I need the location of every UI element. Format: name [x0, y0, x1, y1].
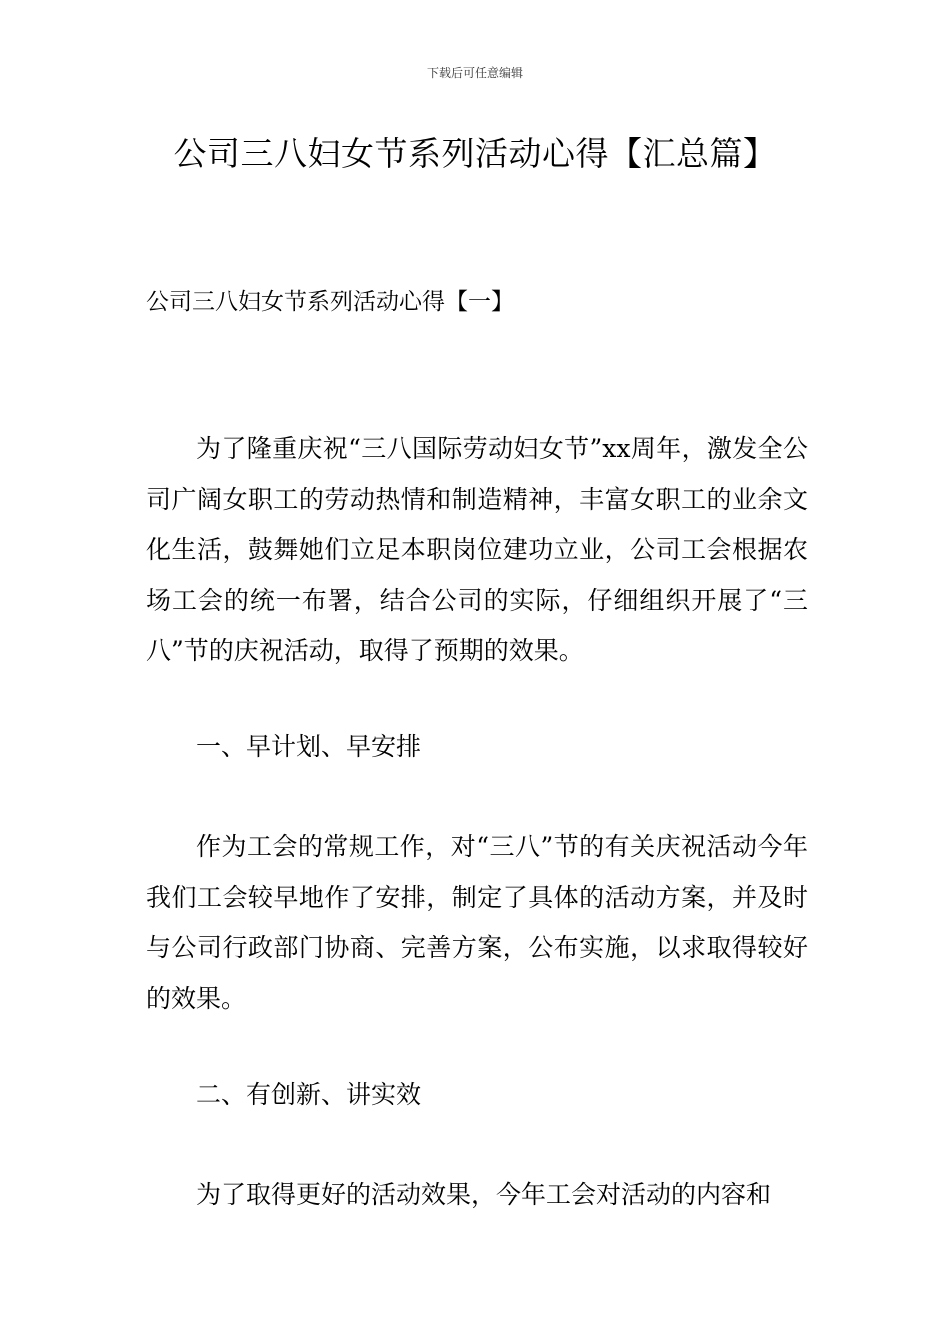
document-title: 公司三八妇女节系列活动心得【汇总篇】: [173, 134, 777, 173]
heading-early-planning: 一、早计划、早安排: [196, 732, 422, 761]
header-note: 下载后可任意编辑: [426, 66, 523, 80]
heading-innovation: 二、有创新、讲实效: [196, 1080, 422, 1109]
innovation-paragraph: 为了取得更好的活动效果，今年工会对活动的内容和: [196, 1180, 772, 1209]
planning-paragraph: 作为工会的常规工作，对“三八”节的有关庆祝活动今年我们工会较早地作了安排，制定了具体的活动方案，并及时与公司行政部门协商、完善方案，公布实施，以求取得较好的效果。: [146, 832, 808, 1013]
section-title: 公司三八妇女节系列活动心得【一】: [146, 289, 514, 315]
intro-paragraph: 为了隆重庆祝“三八国际劳动妇女节”xx周年，激发全公司广阔女职工的劳动热情和制造精神，丰富女职工的业余文化生活，鼓舞她们立足本职岗位建功立业，公司工会根据农场工会的统一布署，结合公司的实际，仔细组织开展了“三八”节的庆祝活动，取得了预期的效果。: [146, 434, 808, 665]
